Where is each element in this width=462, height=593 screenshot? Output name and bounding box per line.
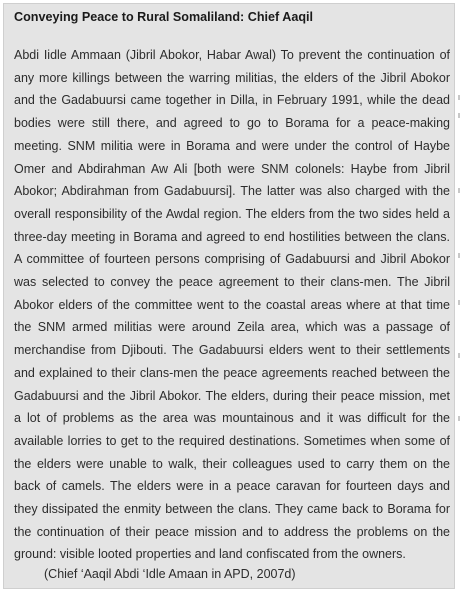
edge-mark	[458, 300, 460, 305]
edge-mark	[458, 416, 460, 421]
box-title: Conveying Peace to Rural Somaliland: Chief Aaqil	[14, 10, 314, 24]
edge-mark	[458, 353, 460, 358]
page-edge	[457, 0, 462, 593]
edge-mark	[458, 188, 460, 193]
edge-mark	[458, 95, 460, 100]
edge-mark	[458, 113, 460, 118]
box-citation: (Chief ‘Aaqil Abdi ‘Idle Amaan in APD, 2007d)	[44, 567, 296, 581]
edge-mark	[458, 253, 460, 258]
quote-box	[3, 3, 455, 589]
box-body-text: Abdi Iidle Ammaan (Jibril Abokor, Habar Awal) To prevent the continuation of any more killings between the warring militias, the elders of the Jibril Abokor and the Gadabuursi came together in Dilla, in February 1991, while the dead bodies were still there, and agreed to go to Borama for a peace-making meeting. SNM militia were in Borama and were under the control of Haybe Omer and Abdirahman Aw Ali [both were SNM colonels: Haybe from Jibril Abokor; Abdirahman from Gadabuursi]. The latter was also charged with the overall responsibility of the Awdal region. The elders from the two sides held a three-day meeting in Borama and agreed to end hostilities between the clans. A committee of fourteen persons comprising of Gadabuursi and Jibril Abokor was selected to convey the peace agreement to their clans-men. The Jibril Abokor elders of the committee went to the coastal areas where at that time the SNM armed militias were around Zeila area, which was a passage of merchandise from Djibouti. The Gadabuursi elders went to their settlements and explained to their clans-men the peace agreements reached between the Gadabuursi and the Jibril Abokor. The elders, during their peace mission, met a lot of problems as the area was mountainous and it was difficult for the available lorries to get to the required destinations. Sometimes when some of the elders were unable to walk, their colleagues used to carry them on the back of camels. The elders were in a peace caravan for fourteen days and they dissipated the enmity between the clans. They came back to Borama for the continuation of their peace mission and to address the problems on the ground: visible looted properties and land confiscated from the owners.	[14, 48, 450, 562]
